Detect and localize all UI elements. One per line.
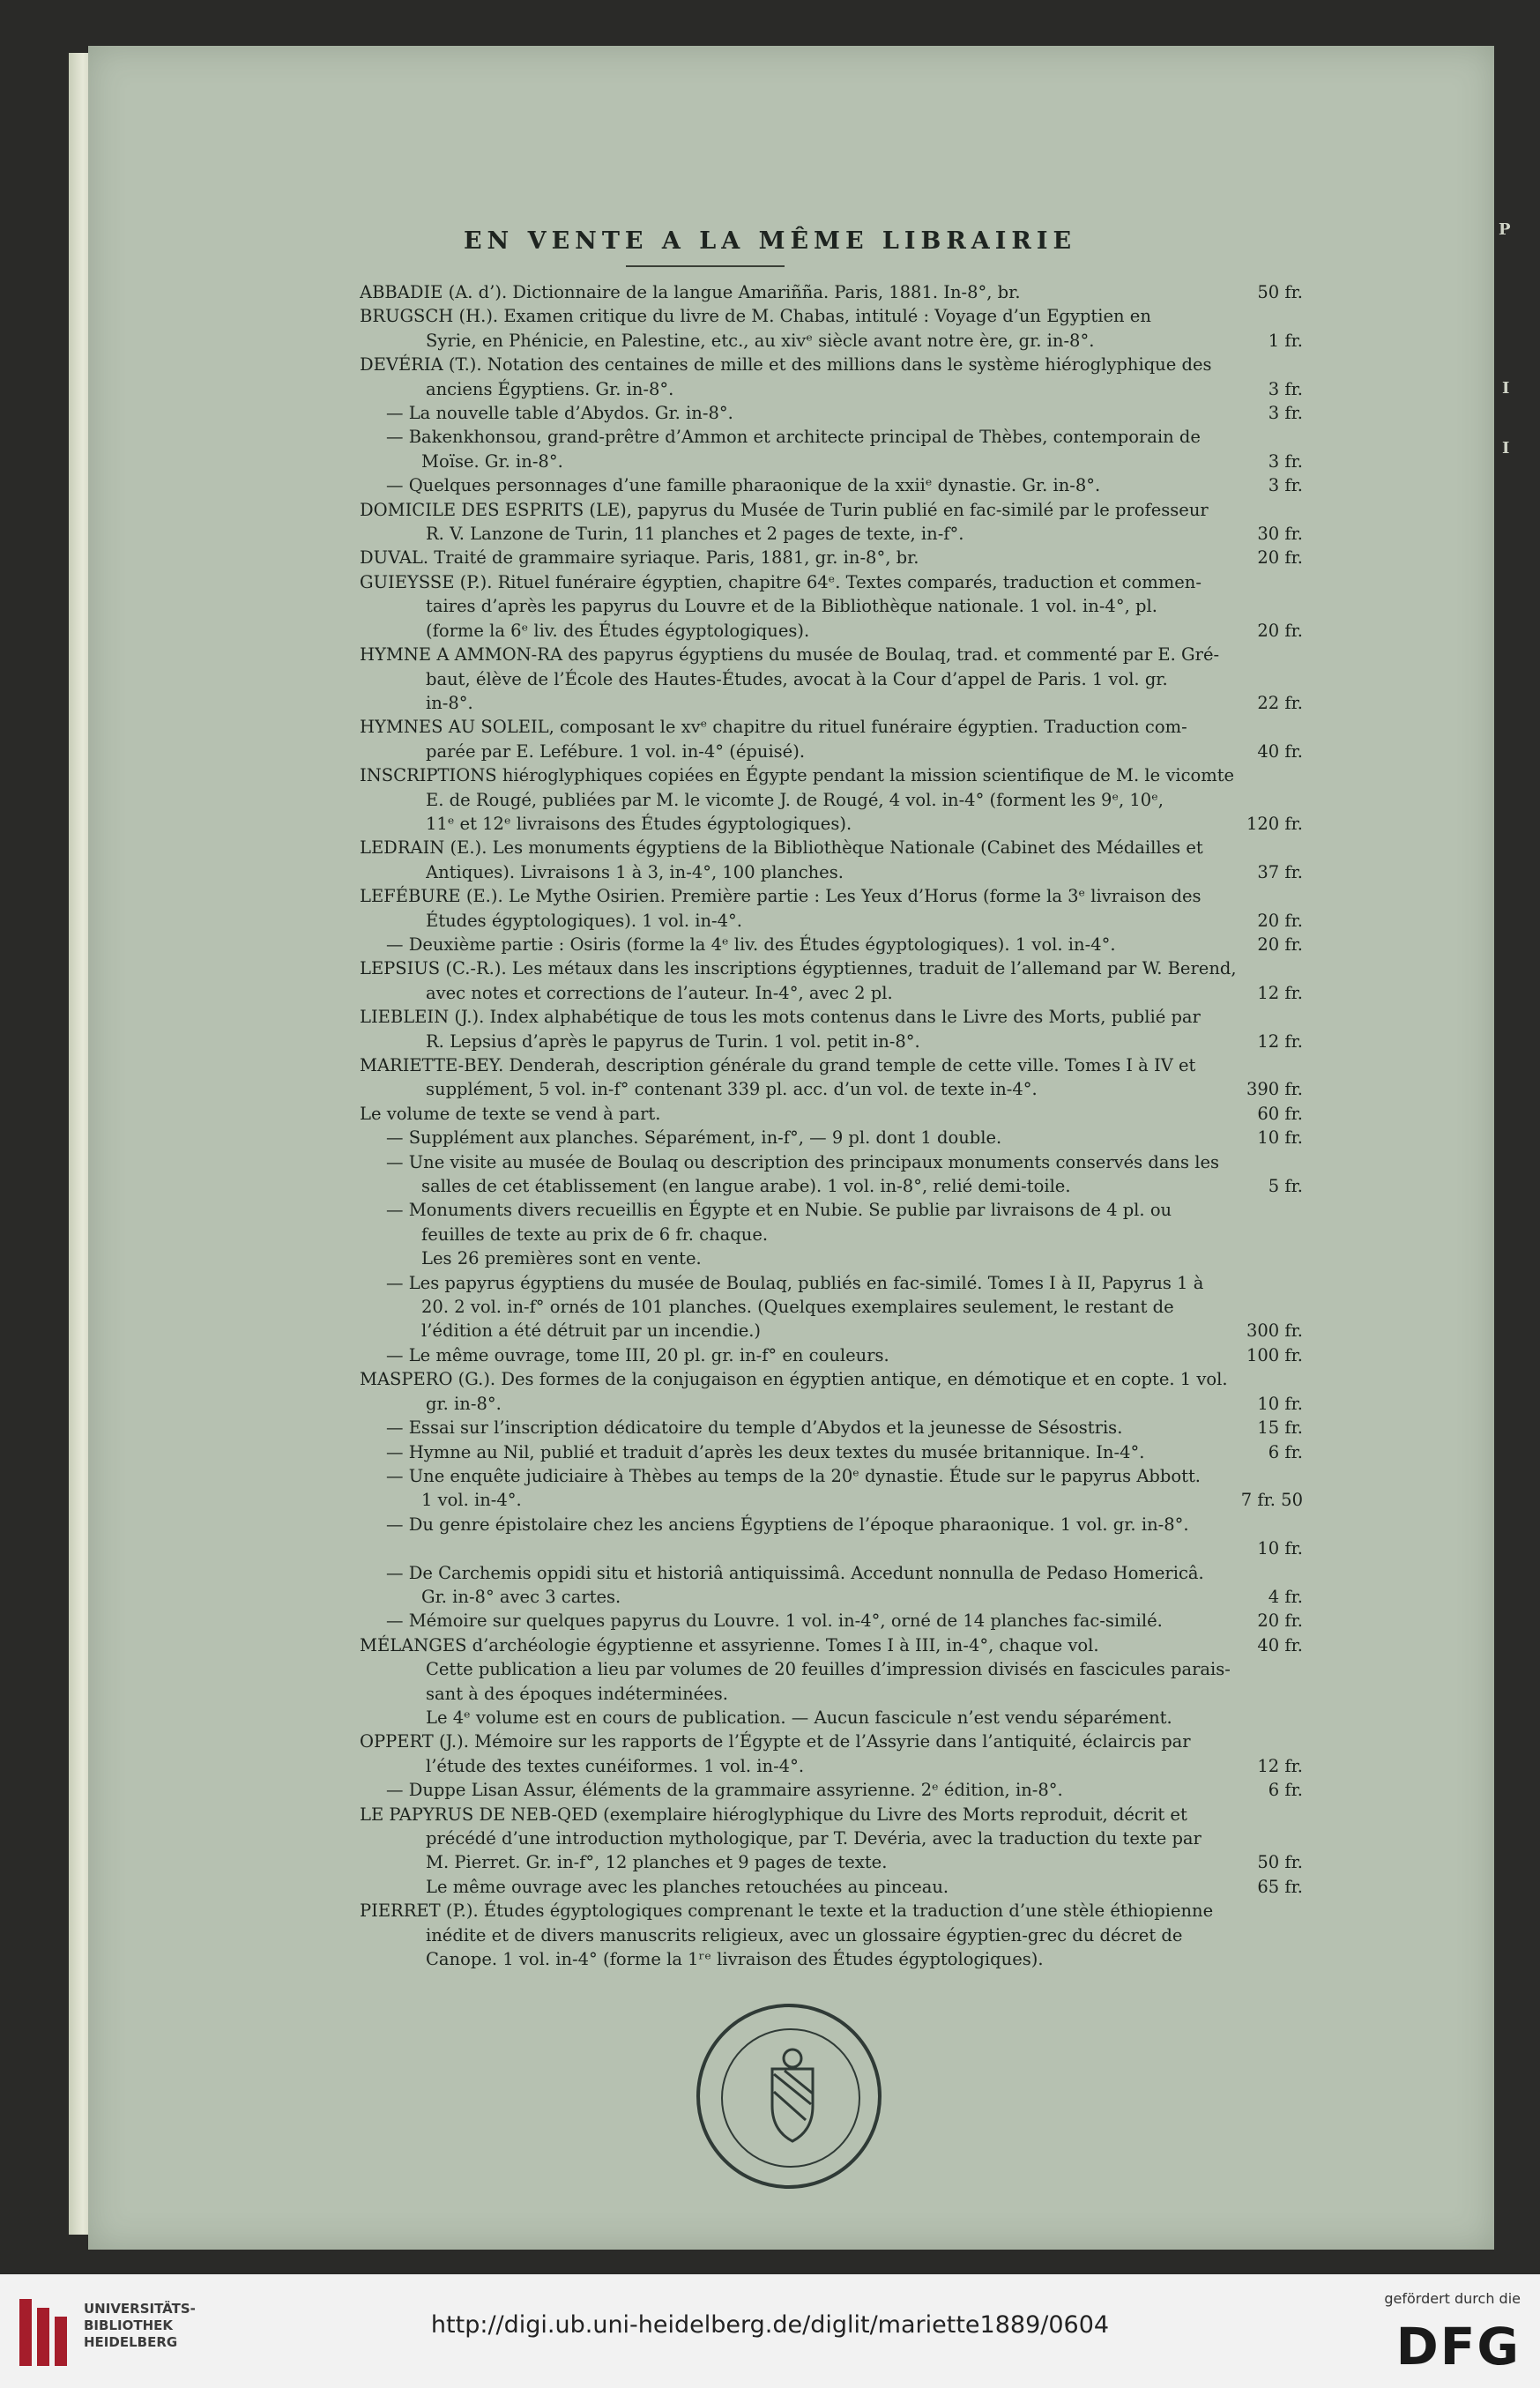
- heading-rule: [626, 265, 785, 267]
- entry-first-line: [360, 353, 1303, 376]
- entry-text: Canope. 1 vol. in-4° (forme la 1ʳᵉ livraison des Études égyptologiques).: [426, 1949, 1044, 1970]
- catalog-entry: [360, 1633, 1303, 1730]
- entry-text: OPPERT (J.). Mémoire sur les rapports de l’Égypte et de l’Assyrie dans l’antiquité, éclaircis par: [360, 1731, 1191, 1752]
- catalog-entry: [360, 643, 1303, 715]
- entry-continuation-line: [360, 1392, 1303, 1416]
- entry-text: Le volume de texte se vend à part.: [360, 1103, 661, 1124]
- entry-text: inédite et de divers manuscrits religieux, avec un glossaire égyptien-grec du décret de: [426, 1924, 1183, 1945]
- entry-continuation-line: [360, 1875, 1303, 1899]
- entry-price: 37 fr.: [1257, 861, 1303, 882]
- entry-text: anciens Égyptiens. Gr. in-8°.: [426, 378, 674, 399]
- entry-price: 20 fr.: [1257, 910, 1303, 931]
- catalog-entry: [360, 1440, 1303, 1464]
- entry-continuation-line: [360, 1826, 1303, 1850]
- entry-price: 20 fr.: [1257, 547, 1303, 569]
- entry-price: 6 fr.: [1268, 1780, 1303, 1801]
- entry-price: 60 fr.: [1257, 1103, 1303, 1124]
- catalog-entry: [360, 1561, 1303, 1610]
- entry-text: Études égyptologiques). 1 vol. in-4°.: [426, 910, 742, 931]
- entry-text: PIERRET (P.). Études égyptologiques comprenant le texte et la traduction d’une stèle éthiopienne: [360, 1901, 1214, 1922]
- entry-text: Cette publication a lieu par volumes de 20 feuilles d’impression divisés en fascicules parais-: [426, 1659, 1231, 1680]
- entry-text: MÉLANGES d’archéologie égyptienne et assyrienne. Tomes I à III, in-4°, chaque vol.: [360, 1634, 1099, 1655]
- entry-price: 20 fr.: [1257, 620, 1303, 641]
- entry-text: — Hymne au Nil, publié et traduit d’après les deux textes du musée britannique. In-4°.: [386, 1441, 1145, 1462]
- entry-first-line: [360, 1778, 1303, 1802]
- institution-name: UNIVERSITÄTS- BIBLIOTHEK HEIDELBERG: [84, 2301, 196, 2350]
- entry-text: sant à des époques indéterminées.: [426, 1683, 728, 1704]
- entry-text: feuilles de texte au prix de 6 fr. chaque.: [421, 1224, 769, 1245]
- catalog-entry: [360, 1367, 1303, 1416]
- entry-text: R. V. Lanzone de Turin, 11 planches et 2 pages de texte, in-f°.: [426, 524, 964, 545]
- entry-continuation-line: [360, 740, 1303, 763]
- entry-text: précédé d’une introduction mythologique, par T. Devéria, avec la traduction du texte par: [426, 1828, 1201, 1849]
- entry-price: 300 fr.: [1246, 1320, 1303, 1342]
- entry-continuation-line: [360, 594, 1303, 618]
- catalog-entry: [360, 425, 1303, 473]
- entry-price: 50 fr.: [1257, 282, 1303, 302]
- entry-first-line: [360, 1343, 1303, 1367]
- entry-continuation-line: [360, 522, 1303, 546]
- entry-first-line: [360, 956, 1303, 980]
- dfg-logo: DFG: [1395, 2317, 1521, 2377]
- entry-text: l’étude des textes cunéiformes. 1 vol. in-4°.: [426, 1755, 805, 1776]
- entry-text: LIEBLEIN (J.). Index alphabétique de tous les mots contenus dans le Livre des Morts, publié par: [360, 1007, 1201, 1028]
- entry-text: MASPERO (G.). Des formes de la conjugaison en égyptien antique, en démotique et en copte. 1 vol.: [360, 1369, 1228, 1390]
- entry-text: — Le même ouvrage, tome III, 20 pl. gr. in-f° en couleurs.: [386, 1344, 889, 1365]
- entry-continuation-line: [360, 377, 1303, 401]
- entry-continuation-line: [360, 1077, 1303, 1101]
- entry-first-line: [360, 1198, 1303, 1222]
- catalog-entry: [360, 836, 1303, 884]
- catalog-entry: [360, 1513, 1303, 1561]
- entry-first-line: [360, 546, 1303, 569]
- entry-text: Moïse. Gr. in-8°.: [421, 450, 563, 472]
- entry-price: 65 fr.: [1257, 1876, 1303, 1897]
- entry-text: BRUGSCH (H.). Examen critique du livre de M. Chabas, intitulé : Voyage d’un Egyptien en: [360, 306, 1151, 327]
- entry-continuation-line: [360, 1536, 1303, 1560]
- entry-first-line: [360, 836, 1303, 859]
- viewer-footer: [0, 2274, 1540, 2388]
- entry-continuation-line: [360, 860, 1303, 884]
- entry-first-line: [360, 1367, 1303, 1391]
- entry-text: — Une enquête judiciaire à Thèbes au temps de la 20ᵉ dynastie. Étude sur le papyrus Abbott.: [386, 1465, 1201, 1486]
- catalog-entry: [360, 1126, 1303, 1149]
- entry-text: — Mémoire sur quelques papyrus du Louvre. 1 vol. in-4°, orné de 14 planches fac-similé.: [386, 1611, 1163, 1632]
- entry-price: 3 fr.: [1268, 450, 1303, 472]
- catalog-entry: [360, 1730, 1303, 1778]
- entry-first-line: [360, 1730, 1303, 1753]
- entry-text: R. Lepsius d’après le papyrus de Turin. 1 vol. petit in-8°.: [426, 1030, 920, 1052]
- entry-text: — Les papyrus égyptiens du musée de Boulaq, publiés en fac-similé. Tomes I à II, Papyrus 1 à: [386, 1272, 1204, 1293]
- entry-text: M. Pierret. Gr. in-f°, 12 planches et 9 pages de texte.: [426, 1852, 888, 1873]
- entry-first-line: [360, 473, 1303, 497]
- entry-price: 20 fr.: [1257, 934, 1303, 955]
- entry-text: — Une visite au musée de Boulaq ou description des principaux monuments conservés dans les: [386, 1151, 1220, 1172]
- entry-text: DUVAL. Traité de grammaire syriaque. Paris, 1881, gr. in-8°, br.: [360, 547, 919, 569]
- next-page-edge: P I I: [1490, 0, 1540, 2274]
- entry-text: DOMICILE DES ESPRITS (LE), papyrus du Musée de Turin publié en fac-similé par le professeur: [360, 499, 1209, 520]
- entry-price: 10 fr.: [1257, 1127, 1303, 1149]
- catalog-entry: [360, 1102, 1303, 1126]
- entry-text: baut, élève de l’École des Hautes-Études, avocat à la Cour d’appel de Paris. 1 vol. gr.: [426, 668, 1168, 689]
- entry-price: 30 fr.: [1257, 524, 1303, 545]
- entry-first-line: [360, 1005, 1303, 1029]
- entry-first-line: [360, 715, 1303, 739]
- entry-text: LEFÉBURE (E.). Le Mythe Osirien. Première partie : Les Yeux d’Horus (forme la 3ᵉ livraison des: [360, 886, 1201, 907]
- entry-text: LE PAPYRUS DE NEB-QED (exemplaire hiéroglyphique du Livre des Morts reproduit, décrit et: [360, 1804, 1187, 1825]
- entry-price: 12 fr.: [1257, 1030, 1303, 1052]
- entry-price: 3 fr.: [1268, 378, 1303, 399]
- entry-text: Le même ouvrage avec les planches retouchées au pinceau.: [426, 1876, 949, 1897]
- catalog-entry: [360, 304, 1303, 353]
- funding-note: gefördert durch die: [1384, 2290, 1521, 2307]
- catalog-entry: [360, 1609, 1303, 1633]
- entry-text: — Du genre épistolaire chez les anciens Égyptiens de l’époque pharaonique. 1 vol. gr. in-8°.: [386, 1514, 1189, 1535]
- catalog-entry: [360, 1803, 1303, 1900]
- entry-first-line: [360, 304, 1303, 328]
- entry-continuation-line: [360, 788, 1303, 812]
- entry-text: supplément, 5 vol. in-f° contenant 339 pl. acc. d’un vol. de texte in-4°.: [426, 1079, 1038, 1100]
- entry-text: 20. 2 vol. in-f° ornés de 101 planches. (Quelques exemplaires seulement, le restant de: [421, 1297, 1174, 1318]
- entry-continuation-line: [360, 909, 1303, 933]
- entry-first-line: [360, 1150, 1303, 1174]
- entry-price: 40 fr.: [1257, 740, 1303, 762]
- entry-continuation-line: [360, 619, 1303, 643]
- entry-first-line: [360, 763, 1303, 787]
- entry-continuation-line: [360, 691, 1303, 715]
- catalog-entry: [360, 956, 1303, 1005]
- entry-first-line: [360, 1271, 1303, 1295]
- catalog-entry: [360, 1271, 1303, 1343]
- entry-continuation-line: [360, 1295, 1303, 1319]
- entry-first-line: [360, 1513, 1303, 1536]
- entry-first-line: [360, 1440, 1303, 1464]
- catalog-entry: [360, 1150, 1303, 1199]
- entry-text: in-8°.: [426, 692, 473, 713]
- entry-continuation-line: [360, 1246, 1303, 1270]
- entry-text: Le 4ᵉ volume est en cours de publication. — Aucun fascicule n’est vendu séparément.: [426, 1707, 1172, 1728]
- entry-continuation-line: [360, 1850, 1303, 1874]
- entry-price: 7 fr. 50: [1240, 1490, 1303, 1511]
- entry-text: (forme la 6ᵉ liv. des Études égyptologiques).: [426, 620, 810, 641]
- entry-first-line: [360, 1464, 1303, 1488]
- entry-continuation-line: [360, 1174, 1303, 1198]
- entry-text: Les 26 premières sont en vente.: [421, 1248, 702, 1269]
- entry-text: Antiques). Livraisons 1 à 3, in-4°, 100 planches.: [426, 861, 844, 882]
- catalog-entry: [360, 1053, 1303, 1102]
- entry-first-line: [360, 1053, 1303, 1077]
- entry-text: — De Carchemis oppidi situ et historiâ antiquissimâ. Accedunt nonnulla de Pedaso Homericâ.: [386, 1562, 1204, 1583]
- catalog-entry: [360, 353, 1303, 401]
- entry-continuation-line: [360, 1488, 1303, 1512]
- entry-text: taires d’après les papyrus du Louvre et de la Bibliothèque nationale. 1 vol. in-4°, pl.: [426, 596, 1157, 617]
- library-stamp: [696, 2004, 882, 2189]
- catalog-entry: [360, 401, 1303, 425]
- catalog-entry: [360, 1005, 1303, 1053]
- entry-text: parée par E. Lefébure. 1 vol. in-4° (épuisé).: [426, 740, 806, 762]
- entry-continuation-line: [360, 981, 1303, 1005]
- entry-text: DEVÉRIA (T.). Notation des centaines de mille et des millions dans le système hiéroglyphique des: [360, 354, 1212, 376]
- catalog-list: [360, 280, 1303, 1971]
- entry-first-line: [360, 933, 1303, 956]
- entry-price: 12 fr.: [1257, 1755, 1303, 1776]
- entry-first-line: [360, 1102, 1303, 1126]
- entry-text: avec notes et corrections de l’auteur. In-4°, avec 2 pl.: [426, 982, 893, 1003]
- entry-text: salles de cet établissement (en langue arabe). 1 vol. in-8°, relié demi-toile.: [421, 1176, 1071, 1197]
- entry-text: Gr. in-8° avec 3 cartes.: [421, 1586, 621, 1607]
- entry-first-line: [360, 401, 1303, 425]
- entry-first-line: [360, 1126, 1303, 1149]
- catalog-entry: [360, 1343, 1303, 1367]
- entry-text: — Quelques personnages d’une famille pharaonique de la xxiiᵉ dynastie. Gr. in-8°.: [386, 475, 1101, 496]
- entry-continuation-line: [360, 1706, 1303, 1730]
- entry-text: ABBADIE (A. d’). Dictionnaire de la langue Amariñña. Paris, 1881. In-8°, br.: [360, 282, 1021, 302]
- entry-price: 3 fr.: [1268, 475, 1303, 496]
- entry-first-line: [360, 498, 1303, 522]
- catalog-entry: [360, 1464, 1303, 1513]
- page-heading: EN VENTE A LA MÊME LIBRAIRIE: [463, 227, 1077, 255]
- entry-first-line: [360, 1561, 1303, 1585]
- entry-price: 40 fr.: [1257, 1634, 1303, 1655]
- entry-continuation-line: [360, 1923, 1303, 1947]
- catalog-entry: [360, 570, 1303, 643]
- entry-price: 15 fr.: [1257, 1417, 1303, 1439]
- catalog-entry: [360, 473, 1303, 497]
- entry-continuation-line: [360, 1682, 1303, 1706]
- entry-price: 20 fr.: [1257, 1611, 1303, 1632]
- entry-price: 4 fr.: [1268, 1586, 1303, 1607]
- catalog-entry: [360, 884, 1303, 933]
- entry-continuation-line: [360, 1030, 1303, 1053]
- catalog-entry: [360, 933, 1303, 956]
- entry-text: — Bakenkhonsou, grand-prêtre d’Ammon et architecte principal de Thèbes, contemporain de: [386, 427, 1201, 448]
- catalog-entry: [360, 1416, 1303, 1439]
- permalink-url[interactable]: http://digi.ub.uni-heidelberg.de/diglit/mariette1889/0604: [430, 2311, 1110, 2339]
- entry-text: 1 vol. in-4°.: [421, 1490, 522, 1511]
- entry-price: 5 fr.: [1268, 1176, 1303, 1197]
- entry-continuation-line: [360, 1657, 1303, 1681]
- entry-first-line: [360, 1899, 1303, 1923]
- entry-text: — Essai sur l’inscription dédicatoire du temple d’Abydos et la jeunesse de Sésostris.: [386, 1417, 1123, 1439]
- entry-text: INSCRIPTIONS hiéroglyphiques copiées en Égypte pendant la mission scientifique de M. le vicomte: [360, 765, 1235, 786]
- entry-first-line: [360, 425, 1303, 449]
- entry-text: LEPSIUS (C.-R.). Les métaux dans les inscriptions égyptiennes, traduit de l’allemand par W. Berend,: [360, 958, 1237, 979]
- entry-price: 22 fr.: [1257, 692, 1303, 713]
- entry-text: — Supplément aux planches. Séparément, in-f°, — 9 pl. dont 1 double.: [386, 1127, 1002, 1149]
- catalog-entry: [360, 498, 1303, 547]
- entry-first-line: [360, 1609, 1303, 1633]
- entry-first-line: [360, 643, 1303, 666]
- entry-first-line: [360, 1803, 1303, 1826]
- entry-text: — La nouvelle table d’Abydos. Gr. in-8°.: [386, 403, 733, 424]
- entry-continuation-line: [360, 667, 1303, 691]
- catalog-entry: [360, 763, 1303, 836]
- entry-first-line: [360, 1416, 1303, 1439]
- entry-price: 100 fr.: [1246, 1344, 1303, 1365]
- catalog-entry: [360, 546, 1303, 569]
- entry-text: LEDRAIN (E.). Les monuments égyptiens de la Bibliothèque Nationale (Cabinet des Médailles et: [360, 837, 1203, 859]
- entry-first-line: [360, 280, 1303, 304]
- catalog-entry: [360, 1198, 1303, 1270]
- entry-text: E. de Rougé, publiées par M. le vicomte J. de Rougé, 4 vol. in-4° (forment les 9ᵉ, 10ᵉ,: [426, 789, 1164, 810]
- entry-continuation-line: [360, 1947, 1303, 1971]
- entry-text: — Monuments divers recueillis en Égypte et en Nubie. Se publie par livraisons de 4 pl. ou: [386, 1200, 1172, 1221]
- entry-price: 120 fr.: [1246, 813, 1303, 834]
- entry-continuation-line: [360, 1319, 1303, 1343]
- entry-continuation-line: [360, 1585, 1303, 1609]
- entry-text: 11ᵉ et 12ᵉ livraisons des Études égyptologiques).: [426, 813, 852, 834]
- entry-price: 12 fr.: [1257, 982, 1303, 1003]
- entry-continuation-line: [360, 1223, 1303, 1246]
- catalog-entry: [360, 280, 1303, 304]
- entry-continuation-line: [360, 329, 1303, 353]
- entry-price: 390 fr.: [1246, 1079, 1303, 1100]
- entry-text: Syrie, en Phénicie, en Palestine, etc., au xivᵉ siècle avant notre ère, gr. in-8°.: [426, 330, 1095, 351]
- entry-price: 10 fr.: [1257, 1393, 1303, 1414]
- entry-continuation-line: [360, 1754, 1303, 1778]
- catalog-entry: [360, 715, 1303, 763]
- entry-continuation-line: [360, 450, 1303, 473]
- entry-first-line: [360, 1633, 1303, 1657]
- entry-price: 1 fr.: [1268, 330, 1303, 351]
- entry-first-line: [360, 884, 1303, 908]
- entry-text: HYMNES AU SOLEIL, composant le xvᵉ chapitre du rituel funéraire égyptien. Traduction com-: [360, 717, 1187, 738]
- entry-price: 10 fr.: [1257, 1538, 1303, 1559]
- entry-text: gr. in-8°.: [426, 1393, 502, 1414]
- entry-first-line: [360, 570, 1303, 594]
- entry-price: 6 fr.: [1268, 1441, 1303, 1462]
- entry-text: MARIETTE-BEY. Denderah, description générale du grand temple de cette ville. Tomes I à IV et: [360, 1055, 1196, 1075]
- entry-text: l’édition a été détruit par un incendie.): [421, 1320, 762, 1342]
- entry-continuation-line: [360, 812, 1303, 836]
- entry-text: GUIEYSSE (P.). Rituel funéraire égyptien, chapitre 64ᵉ. Textes comparés, traduction et commen-: [360, 571, 1201, 592]
- catalog-entry: [360, 1899, 1303, 1971]
- entry-text: HYMNE A AMMON-RA des papyrus égyptiens du musée de Boulaq, trad. et commenté par E. Gré-: [360, 644, 1220, 666]
- catalog-entry: [360, 1778, 1303, 1802]
- entry-price: 3 fr.: [1268, 403, 1303, 424]
- entry-price: 50 fr.: [1257, 1852, 1303, 1873]
- entry-text: — Duppe Lisan Assur, éléments de la grammaire assyrienne. 2ᵉ édition, in-8°.: [386, 1780, 1063, 1801]
- entry-text: — Deuxième partie : Osiris (forme la 4ᵉ liv. des Études égyptologiques). 1 vol. in-4°.: [386, 934, 1116, 955]
